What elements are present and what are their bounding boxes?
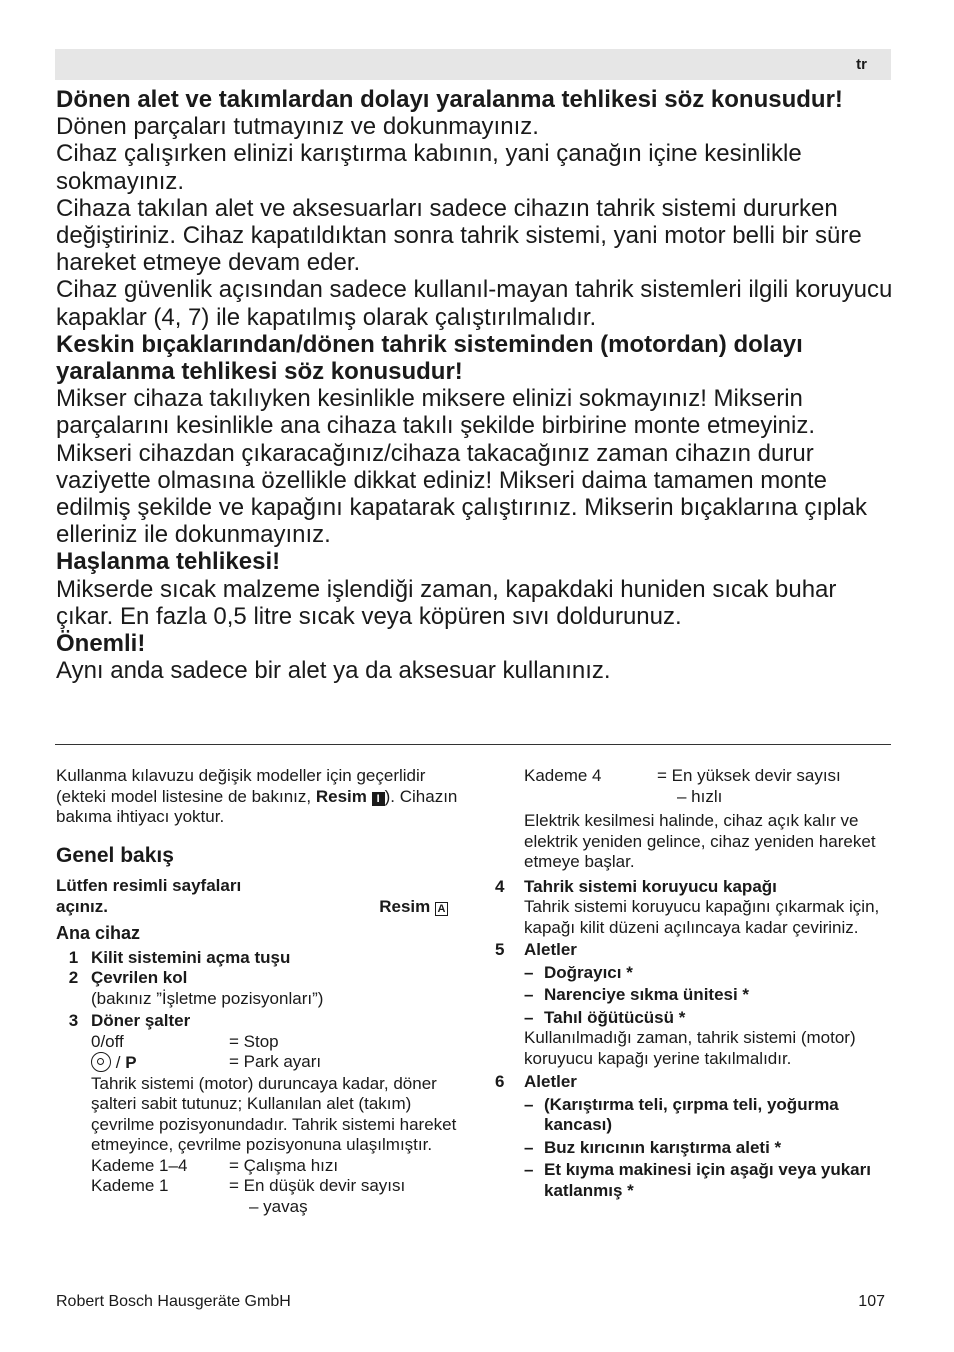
item-title: Tahrik sistemi koruyucu kapağı (524, 876, 777, 896)
warning-line: Mikserde sıcak malzeme işlendiği zaman, kapakdaki huniden sıcak buhar çıkar. En fazla 0,5 litre sıcak veya köpüren sıvı doldurunuz. (56, 575, 837, 630)
right-column (495, 766, 895, 1201)
sub-item (524, 1160, 895, 1201)
warning-line: Cihaz güvenlik açısından sadece kullanıl-mayan tahrik sistemleri ilgili koruyucu kapaklar (4, 7) ile kapatılmış olarak çalıştırılmalıdır. (56, 276, 893, 331)
header-bar (55, 49, 891, 80)
warning-line: Dönen alet ve takımlardan dolayı yaralanma tehlikesi söz konusudur! (56, 86, 843, 113)
setting-row (91, 1032, 466, 1053)
setting-key: Kademe 1–4 (91, 1155, 188, 1175)
pulse-icon (91, 1052, 111, 1072)
separator: / (115, 1053, 121, 1072)
item-title: Kilit sistemini açma tuşu (91, 947, 291, 967)
setting-key: Kademe 1 (91, 1176, 169, 1195)
setting-row (524, 766, 895, 787)
open-pages-row (56, 897, 466, 918)
dash: – (524, 1094, 534, 1114)
warning-line: Cihaz çalışırken elinizi karıştırma kabının, yani çanağın içine kesinlikle sokmayınız. (56, 140, 802, 195)
item-text: Tahrik sistemi koruyucu kapağını çıkarmak için, kapağı kilit düzeni açılıncaya kadar çeviriniz. (524, 897, 880, 937)
item-number: 3 (68, 1011, 79, 1030)
park-symbol: P (125, 1053, 137, 1072)
resim-label: Resim (379, 896, 431, 916)
item-text: Tahrik sistemi (motor) duruncaya kadar, döner şalteri sabit tutunuz; Kullanılan alet (takım) çevrilme pozisyonundadır. Tahrik sistemi hareket etmeyince, çevrilme pozisyonuna ulaşılmıştır. (91, 1073, 457, 1154)
figure-badge: A (435, 902, 448, 916)
setting-value: = Çalışma hızı (229, 1155, 339, 1175)
list-item (495, 940, 895, 1069)
language-code: tr (856, 56, 867, 73)
warning-line: Aynı anda sadece bir alet ya da aksesuar kullanınız. (56, 657, 611, 685)
setting-key: 0/off (91, 1031, 124, 1051)
setting-row (91, 1052, 466, 1074)
sub-item-text: Buz kırıcının karıştırma aleti * (544, 1137, 782, 1157)
setting-value: = En düşük devir sayısı (229, 1176, 406, 1195)
open-pages-line: Lütfen resimli sayfaları (56, 876, 242, 895)
open-pages-line: açınız. (56, 896, 108, 916)
resim-ref (379, 897, 448, 918)
left-column (56, 766, 466, 1217)
resim-ref: Resim (315, 786, 367, 806)
item-title: Aletler (524, 940, 577, 959)
list-item (56, 948, 466, 969)
setting-row (91, 1156, 466, 1177)
sub-item-text: Et kıyma makinesi için aşağı veya yukarı katlanmış * (544, 1160, 871, 1200)
safety-warnings (56, 86, 896, 684)
item-number: 6 (495, 1072, 505, 1091)
sub-item (524, 1095, 895, 1136)
dash: – (524, 1160, 534, 1179)
open-pages-note (56, 876, 466, 917)
item-title: Çevrilen kol (91, 968, 188, 987)
setting-key: Kademe 4 (524, 766, 602, 785)
sub-item (524, 963, 895, 984)
setting-value: – yavaş (249, 1196, 308, 1216)
sub-item-text: Tahıl öğütücüsü * (544, 1007, 686, 1027)
setting-row (91, 1197, 466, 1218)
list-item (495, 877, 895, 939)
item-text: Elektrik kesilmesi halinde, cihaz açık kalır ve elektrik yeniden gelince, cihaz yeniden hareket etmeye başlar. (524, 811, 876, 871)
setting-value: = Park ayarı (229, 1052, 322, 1071)
item-text: Kullanılmadığı zaman, tahrik sistemi (motor) koruyucu kapağı yerine takılmalıdır. (524, 1028, 856, 1068)
item-text: (bakınız ”İşletme pozisyonları”) (91, 988, 324, 1008)
sub-item-text: (Karıştırma teli, çırpma teli, yoğurma kancası) (544, 1094, 839, 1134)
dash: – (524, 1007, 534, 1027)
sub-item (524, 1138, 895, 1159)
warning-line: Dönen parçaları tutmayınız ve dokunmayınız. (56, 113, 539, 141)
list-item (56, 968, 466, 1009)
sub-item (524, 985, 895, 1006)
sub-item-text: Doğrayıcı * (544, 962, 633, 982)
setting-key (91, 1052, 229, 1074)
warning-line: Haşlanma tehlikesi! (56, 548, 281, 576)
warning-line: Cihaza takılan alet ve aksesuarları sadece cihazın tahrik sistemi dururken değiştiriniz. Cihaz kapatıldıktan sonra tahrik sistemi, yani motor belli bir süre hareket etmeye devam eder. (56, 194, 862, 277)
list-item (495, 1072, 895, 1201)
setting-value: – hızlı (677, 786, 723, 806)
warning-line: Önemli! (56, 630, 146, 658)
warning-line: Mikser cihaza takılıyken kesinlikle miksere elinizi sokmayınız! Mikserin parçalarını kesinlikle ana cihaza takılı şekilde birbirine monte etmeyiniz. (56, 385, 816, 440)
footer-company: Robert Bosch Hausgeräte GmbH (56, 1293, 291, 1310)
dash: – (524, 962, 534, 982)
item-number: 4 (495, 876, 505, 896)
dash: – (524, 985, 534, 1004)
item-number: 2 (68, 968, 79, 987)
item-number: 5 (495, 940, 505, 959)
item-title: Döner şalter (91, 1011, 191, 1030)
divider (55, 744, 891, 745)
sub-item (524, 1008, 895, 1029)
figure-badge: I (372, 792, 385, 806)
intro-part: ). Cihazın bakıma ihtiyacı yoktur. (56, 786, 458, 826)
item-number: 1 (68, 947, 79, 967)
section-title: Genel bakış (56, 843, 174, 867)
list-item (56, 1011, 466, 1217)
item-title: Aletler (524, 1072, 577, 1091)
main-unit-title: Ana cihaz (56, 923, 141, 943)
warning-line: Mikseri cihazdan çıkaracağınız/cihaza takacağınız zaman cihazın durur vaziyette olmasına özellikle dikkat ediniz! Mikseri daima tamamen monte edilmiş şekilde ve kapağını kapatarak çalıştırınız. Mikserin bıçaklarına çıplak elleriniz ile dokunmayınız. (56, 439, 868, 549)
sub-item-text: Narenciye sıkma ünitesi * (544, 985, 750, 1004)
intro-text (56, 766, 466, 828)
setting-row (524, 787, 895, 808)
setting-value: = En yüksek devir sayısı (657, 766, 841, 785)
setting-row (91, 1176, 466, 1197)
intro-part: Kullanma kılavuzu değişik modeller için geçerlidir (ekteki model listesine de bakınız, (56, 766, 426, 806)
page-number: 107 (858, 1293, 885, 1310)
warning-line: Keskin bıçaklarından/dönen tahrik sisteminden (motordan) dolayı yaralanma tehlikesi söz konusudur! (56, 330, 803, 386)
dash: – (524, 1137, 534, 1157)
setting-value: = Stop (229, 1031, 279, 1051)
